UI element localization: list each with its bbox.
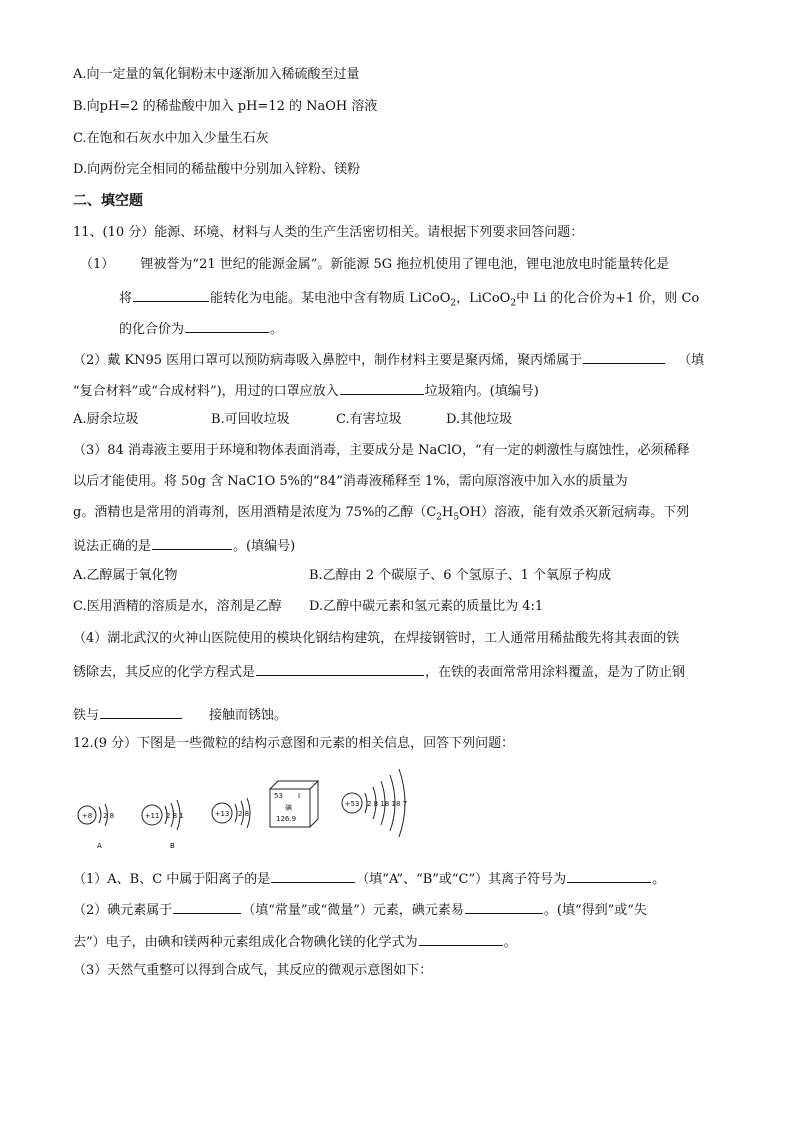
q11-part1-line3 [119, 318, 283, 339]
q12-part2-line1 [73, 899, 647, 920]
q11-part4-text3a: 铁与 [73, 708, 100, 723]
q11-part3-text3c: OH）溶液，能有效杀灭新冠病毒。下列 [459, 505, 690, 520]
option: B.乙醇由 2 个碳原子、6 个氢原子、1 个氧原子构成 [309, 568, 612, 583]
q11-part1-text3: 的化合价为 [119, 322, 185, 337]
atom-b-nucleus: +11 [144, 812, 160, 820]
q12-part2-text-d: 去”）电子，由碘和镁两种元素组成化合物碘化镁的化学式为 [73, 935, 418, 950]
atom-a-nucleus: +8 [81, 812, 93, 820]
q11-part1-label: （1） [80, 257, 115, 272]
q11-part2-text2b: 垃圾箱内。(填编号) [424, 384, 539, 399]
q10-option-a: A.向一定量的氧化铜粉末中逐渐加入稀硫酸至过量 [73, 67, 360, 82]
q11-part1-text2c: ，LiCoO [456, 291, 511, 306]
q11-part2-line1 [73, 349, 704, 370]
q11-part2-line2 [73, 380, 539, 401]
element-symbol: I [298, 792, 301, 800]
answer-blank[interactable] [173, 899, 241, 914]
atom-a-label: A [97, 842, 102, 850]
answer-blank[interactable] [583, 349, 665, 364]
q11-part4-text3b: 接触而锈蚀。 [209, 708, 288, 723]
option: A.乙醇属于氧化物 [73, 568, 178, 583]
q11-part4-line2 [73, 661, 685, 682]
q12-part1-text-b: （填“A”、“B”或“C”）其离子符号为 [356, 872, 567, 887]
q11-part2-options [73, 411, 512, 429]
q12-part2-text-b: （填“常量”或“微量”）元素，碘元素易 [242, 903, 464, 918]
answer-blank[interactable] [185, 318, 269, 333]
q11-part3-options-row1 [73, 567, 611, 585]
atom-b-label: B [170, 842, 175, 850]
option: D.乙醇中碳元素和氢元素的质量比为 4:1 [309, 599, 544, 614]
q12-part1-text-a: （1）A、B、C 中属于阳离子的是 [73, 872, 271, 887]
q11-part1-line2 [119, 287, 699, 313]
option: D.其他垃圾 [446, 412, 513, 427]
q11-part3-options-row2 [73, 598, 543, 616]
q11-part3-line4 [73, 535, 295, 556]
q11-stem: 11、(10 分）能源、环境、材料与人类的生产生活密切相关。请根据下列要求回答问题： [73, 225, 584, 240]
answer-blank[interactable] [465, 899, 543, 914]
period: 。 [503, 935, 517, 950]
period: 。 [652, 872, 666, 887]
answer-blank[interactable] [340, 380, 424, 395]
q12-part3: （3）天然气重整可以得到合成气，其反应的微观示意图如下： [73, 963, 433, 978]
answer-blank[interactable] [133, 287, 209, 302]
answer-blank[interactable] [152, 535, 232, 550]
answer-blank[interactable] [100, 704, 182, 719]
subscript: 5 [453, 512, 460, 523]
q11-part4-text2a: 锈除去，其反应的化学方程式是 [73, 665, 256, 680]
option: A.厨余垃圾 [73, 412, 139, 427]
section-title: 二、填空题 [73, 193, 143, 209]
subscript: 2 [436, 512, 443, 523]
atom-b-shells: 2 8 1 [166, 812, 184, 820]
subscript: 2 [510, 298, 517, 309]
atom-c-shells: 2 8 [238, 810, 250, 818]
q11-part1-line1 [80, 256, 669, 274]
q10-option-c: C.在饱和石灰水中加入少量生石灰 [73, 131, 269, 146]
option: C.有害垃圾 [336, 412, 402, 427]
q11-part3-text3a: g。酒精也是常用的消毒剂，医用酒精是浓度为 75%的乙醇（C [73, 505, 437, 520]
q11-part4-line3 [73, 704, 287, 725]
iodine-shells: 2 8 18 18 7 [367, 800, 408, 808]
q11-part4-line1: （4）湖北武汉的火神山医院使用的模块化钢结构建筑，在焊接钢管时，工人通常用稀盐酸先将其表面的铁 [73, 631, 680, 646]
answer-blank[interactable] [567, 868, 651, 883]
atom-c-nucleus: +13 [214, 810, 230, 818]
q11-part1-text2b: 能转化为电能。某电池中含有物质 LiCoO [210, 291, 451, 306]
q11-part3-text3b: H [442, 505, 454, 520]
q11-part1-text2d: 中 Li 的化合价为+1 价，则 Co [516, 291, 700, 306]
iodine-nucleus: +53 [344, 800, 360, 808]
q10-option-d: D.向两份完全相同的稀盐酸中分别加入锌粉、镁粉 [73, 162, 361, 177]
q11-part4-text2b: ，在铁的表面常常用涂料覆盖，是为了防止钢 [425, 665, 686, 680]
answer-blank[interactable] [256, 661, 424, 676]
q11-part1-text2a: 将 [119, 291, 133, 306]
q12-part1 [73, 868, 665, 889]
element-name: 碘 [285, 804, 292, 812]
q12-part2-text-a: （2）碘元素属于 [73, 903, 173, 918]
option: B.可回收垃圾 [211, 412, 290, 427]
answer-blank[interactable] [419, 931, 503, 946]
element-mass: 126.9 [276, 815, 297, 823]
q12-stem: 12.(9 分）下图是一些微粒的结构示意图和元素的相关信息，回答下列问题： [73, 736, 515, 751]
q11-part3-line1: （3）84 消毒液主要用于环境和物体表面消毒，主要成分是 NaClO，“有一定的刺激性与腐蚀性，必须稀释 [73, 443, 690, 458]
q11-part1-text: 锂被誉为“21 世纪的能源金属”。新能源 5G 拖拉机使用了锂电池，锂电池放电时能量转化是 [140, 257, 670, 272]
q11-part3-line3 [73, 504, 689, 527]
q12-part2-text-c: 。(填“得到”或“失 [543, 903, 647, 918]
q10-option-b: B.向pH=2 的稀盐酸中加入 pH=12 的 NaOH 溶液 [73, 99, 378, 114]
q12-part2-line2 [73, 931, 517, 952]
period: 。 [270, 322, 284, 337]
element-number: 53 [274, 792, 283, 800]
atom-structure-diagram [70, 763, 430, 853]
atom-a-shells: 2 8 [103, 812, 115, 820]
answer-blank[interactable] [271, 868, 355, 883]
q11-part3-text4a: 说法正确的是 [73, 539, 152, 554]
q11-part2-text1a: （2）戴 KN95 医用口罩可以预防病毒吸入鼻腔中，制作材料主要是聚丙烯，聚丙烯属于 [73, 353, 583, 368]
q11-part3-text4b: 。(填编号) [233, 539, 296, 554]
q11-part2-text1b: （填 [678, 353, 705, 368]
option: C.医用酒精的溶质是水，溶剂是乙醇 [73, 599, 282, 614]
subscript: 2 [450, 298, 457, 309]
q11-part3-line2: 以后才能使用。将 50g 含 NaC1O 5%的“84”消毒液稀释至 1%，需向原溶液中加入水的质量为 [73, 474, 628, 489]
q11-part2-text2a: “复合材料”或“合成材料”)，用过的口罩应放入 [73, 384, 339, 399]
